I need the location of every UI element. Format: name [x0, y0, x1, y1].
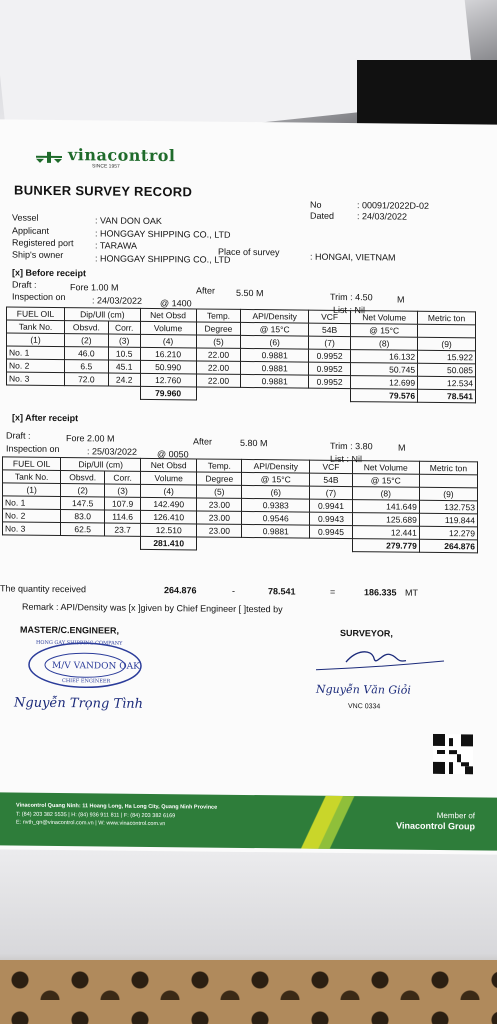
col-num-6: (6) [241, 335, 308, 349]
vessel-value: : VAN DON OAK [95, 215, 162, 227]
applicant-value: : HONGGAY SHIPPING CO., LTD [95, 228, 231, 240]
temp: 22.00 [196, 348, 241, 361]
stamp-bottom-text: CHIEF ENGINEER [62, 678, 111, 685]
footer-email: E: nvth_qn@vinacontrol.com.vn | W: www.vinacontrol.com.vn [16, 819, 166, 828]
vcf: 0.9952 [308, 349, 350, 362]
metric-ton: 12.534 [418, 376, 476, 390]
qr-code-icon [433, 734, 473, 774]
col-num-4: (4) [141, 484, 197, 498]
after-fore: Fore 2.00 M [66, 433, 115, 444]
col-num-6: (6) [242, 485, 310, 499]
vcf: 0.9952 [308, 375, 350, 388]
logo-since: SINCE 1957 [92, 163, 120, 170]
total-net-volume: 279.779 [352, 539, 419, 553]
obsvd: 62.5 [61, 523, 105, 536]
before-inspection-label: Inspection on [12, 291, 66, 303]
quantity-before: 78.541 [268, 586, 296, 597]
vessel-label: Vessel [12, 212, 39, 223]
obsvd: 83.0 [61, 510, 105, 523]
footer-member: Member of [436, 810, 475, 821]
header-degree: Degree [196, 322, 241, 335]
doc-dated-value: : 24/03/2022 [357, 211, 408, 222]
net-obsd-volume: 12.760 [140, 373, 196, 387]
quantity-unit: MT [405, 587, 418, 598]
corr: 45.1 [108, 360, 140, 373]
after-after-value: 5.80 M [240, 437, 268, 449]
applicant-label: Applicant [12, 225, 50, 236]
document-title: BUNKER SURVEY RECORD [14, 182, 193, 200]
stamp-top-text: HONG GAY SHIPPING COMPANY [36, 639, 123, 647]
after-inspection-date: : 25/03/2022 [87, 446, 138, 457]
metric-ton: 132.753 [419, 500, 477, 514]
col-num-1: (1) [3, 483, 61, 497]
col-num-1: (1) [7, 333, 65, 347]
before-inspection-date: : 24/03/2022 [92, 295, 143, 306]
col-num-5: (5) [196, 335, 241, 348]
header-nv-temp: @ 15°C [351, 324, 418, 338]
header-fuel-oil: FUEL OIL [3, 457, 61, 471]
vcf: 0.9941 [310, 499, 353, 512]
obsvd: 6.5 [65, 360, 109, 373]
corr: 107.9 [105, 497, 141, 510]
net-obsd-volume: 126.410 [141, 510, 197, 524]
header-vcf-table: 54B [310, 473, 353, 486]
col-num-7: (7) [310, 486, 353, 499]
corr: 23.7 [105, 523, 141, 536]
corr: 24.2 [108, 373, 140, 386]
net-volume: 50.745 [351, 363, 418, 377]
header-dip: Dip/Ull (cm) [65, 308, 141, 322]
net-obsd-volume: 50.990 [140, 360, 196, 374]
header-corr: Corr. [108, 321, 140, 334]
after-after-label: After [193, 436, 213, 447]
temp: 22.00 [196, 374, 241, 387]
obsvd: 147.5 [61, 497, 105, 510]
col-num-7: (7) [308, 336, 350, 349]
temp: 23.00 [197, 511, 242, 524]
api-density: 0.9881 [241, 374, 308, 388]
header-nv-temp: @ 15°C [352, 474, 419, 488]
tank-no: No. 2 [7, 359, 65, 373]
api-density: 0.9881 [241, 348, 308, 362]
quantity-result: 186.335 [364, 587, 397, 598]
api-density: 0.9881 [242, 524, 310, 538]
doc-dated-label: Dated [310, 210, 335, 221]
vcf: 0.9952 [308, 362, 350, 375]
place-label: Place of survey [218, 246, 280, 258]
metric-ton: 15.922 [418, 350, 476, 364]
tank-no: No. 1 [7, 346, 65, 360]
header-mt-blank [418, 324, 476, 338]
owner-label: Ship's owner [12, 249, 64, 261]
quantity-minus: - [232, 585, 235, 596]
tank-no: No. 1 [3, 496, 61, 510]
footer-address: Vinacontrol Quang Ninh: 11 Hoang Long, Ha Long City, Quang Ninh Province [16, 802, 218, 811]
col-num-8: (8) [351, 337, 418, 351]
temp: 23.00 [197, 498, 242, 511]
before-trim-unit: M [397, 294, 405, 305]
api-density: 0.9881 [241, 361, 308, 375]
doc-no-value: : 00091/2022D-02 [357, 200, 430, 211]
stamp-center-text: M/V VANDON OAK [52, 660, 140, 672]
temp: 23.00 [197, 524, 242, 537]
header-api: API/Density [241, 309, 308, 323]
temp: 22.00 [196, 361, 241, 374]
before-receipt-table [6, 306, 476, 403]
header-mt-blank [419, 474, 477, 488]
before-inspection-time: @ 1400 [160, 298, 192, 309]
metric-ton: 12.279 [419, 526, 477, 540]
place-value: : HONGAI, VIETNAM [310, 251, 396, 263]
header-net-volume: Net Volume [352, 461, 419, 475]
col-num-5: (5) [197, 485, 242, 498]
after-trim-unit: M [398, 442, 406, 453]
net-volume: 141.649 [352, 500, 419, 514]
surveyor-signature-mark [316, 640, 446, 681]
header-obsvd: Obsvd. [61, 471, 105, 484]
footer-stripe [285, 795, 375, 849]
quantity-label: The quantity received [0, 583, 87, 595]
net-volume: 12.441 [352, 526, 419, 540]
owner-value: : HONGGAY SHIPPING CO., LTD [95, 253, 231, 265]
after-inspection-time: @ 0050 [157, 449, 189, 460]
header-obsvd: Obsvd. [65, 321, 109, 334]
total-net-volume: 79.576 [351, 389, 418, 403]
api-density: 0.9383 [242, 498, 310, 512]
quantity-after: 264.876 [164, 585, 197, 596]
header-net-volume: Net Volume [351, 311, 418, 325]
total-metric-ton: 78.541 [418, 389, 476, 403]
before-trim: Trim : 4.50 [330, 291, 373, 303]
logo-text: vinacontrol [68, 145, 176, 166]
total-net-obsd-volume: 79.960 [140, 386, 196, 400]
after-draft-label: Draft : [6, 430, 31, 441]
net-volume: 16.132 [351, 350, 418, 364]
header-api: API/Density [242, 459, 310, 473]
net-volume: 125.689 [352, 513, 419, 527]
col-num-8: (8) [352, 487, 419, 501]
doc-number-block [310, 199, 430, 222]
header-api-temp: @ 15°C [242, 472, 310, 486]
api-density: 0.9546 [242, 511, 310, 525]
before-after-value: 5.50 M [236, 287, 264, 299]
col-num-9: (9) [418, 337, 476, 351]
surveyor-signature: Nguyễn Văn Giỏi [316, 682, 411, 697]
col-num-3: (3) [108, 334, 140, 347]
net-volume: 12.699 [351, 376, 418, 390]
header-temp: Temp. [197, 459, 242, 472]
tank-no: No. 3 [7, 372, 65, 386]
before-fore: Fore 1.00 M [70, 282, 119, 293]
net-obsd-volume: 16.210 [140, 347, 196, 361]
corr: 114.6 [105, 510, 141, 523]
header-tank-no: Tank No. [3, 470, 61, 484]
after-receipt-heading: [x] After receipt [12, 412, 79, 424]
header-vcf-table: 54B [308, 323, 350, 336]
remark: Remark : API/Density was [x ]given by Chief Engineer [ ]tested by [22, 601, 283, 615]
after-list: List : Nil [330, 453, 363, 465]
header-fuel-oil: FUEL OIL [7, 307, 65, 321]
survey-document [0, 119, 497, 854]
total-metric-ton: 264.876 [419, 539, 477, 553]
metric-ton: 50.085 [418, 363, 476, 377]
col-num-9: (9) [419, 487, 477, 501]
header-dip: Dip/Ull (cm) [61, 458, 141, 472]
footer-group: Vinacontrol Group [396, 820, 475, 832]
vinacontrol-logo [34, 145, 176, 165]
col-num-2: (2) [65, 334, 109, 347]
tank-no: No. 3 [3, 522, 61, 536]
footer-phone: T: (84) 203 382 5535 | H: (84) 936 911 811 | F: (84) 203 382 6169 [16, 811, 176, 820]
after-trim: Trim : 3.80 [330, 440, 373, 452]
document-footer [0, 792, 497, 850]
after-inspection-label: Inspection on [6, 443, 60, 455]
net-obsd-volume: 12.510 [141, 523, 197, 537]
background-fabric [0, 960, 497, 1024]
port-label: Registered port [12, 237, 74, 249]
header-metric-ton: Metric ton [418, 311, 476, 325]
header-vcf: VCF [310, 460, 353, 473]
total-net-obsd-volume: 281.410 [141, 536, 197, 550]
corr: 10.5 [108, 347, 140, 360]
col-num-2: (2) [61, 484, 105, 497]
header-net-obsd: Net Obsd [141, 458, 197, 472]
before-after-label: After [196, 285, 216, 296]
port-value: : TARAWA [95, 240, 138, 251]
header-net-obsd: Net Obsd [140, 308, 196, 322]
tank-no: No. 2 [3, 509, 61, 523]
col-num-4: (4) [140, 334, 196, 348]
scale-icon [34, 150, 64, 164]
header-temp: Temp. [196, 309, 241, 322]
header-corr: Corr. [105, 471, 141, 484]
obsvd: 46.0 [65, 347, 109, 360]
vcf: 0.9945 [310, 525, 353, 538]
header-volume: Volume [141, 471, 197, 485]
header-degree: Degree [197, 472, 242, 485]
header-api-temp: @ 15°C [241, 322, 308, 336]
surveyor-code: VNC 0334 [348, 703, 381, 711]
before-draft-label: Draft : [12, 279, 37, 290]
col-num-3: (3) [105, 484, 141, 497]
header-volume: Volume [140, 321, 196, 335]
doc-no-label: No [310, 199, 322, 210]
quantity-equals: = [330, 586, 336, 597]
obsvd: 72.0 [65, 373, 109, 386]
net-obsd-volume: 142.490 [141, 497, 197, 511]
metric-ton: 119.844 [419, 513, 477, 527]
before-list: List : Nil [333, 304, 366, 316]
vcf: 0.9943 [310, 512, 353, 525]
master-label: MASTER/C.ENGINEER, [20, 624, 120, 636]
surveyor-label: SURVEYOR, [340, 627, 393, 639]
header-metric-ton: Metric ton [419, 461, 477, 475]
header-vcf: VCF [308, 310, 350, 323]
header-tank-no: Tank No. [7, 320, 65, 334]
master-signature: Nguyễn Trọng Tình [14, 695, 144, 712]
before-receipt-heading: [x] Before receipt [12, 267, 87, 279]
